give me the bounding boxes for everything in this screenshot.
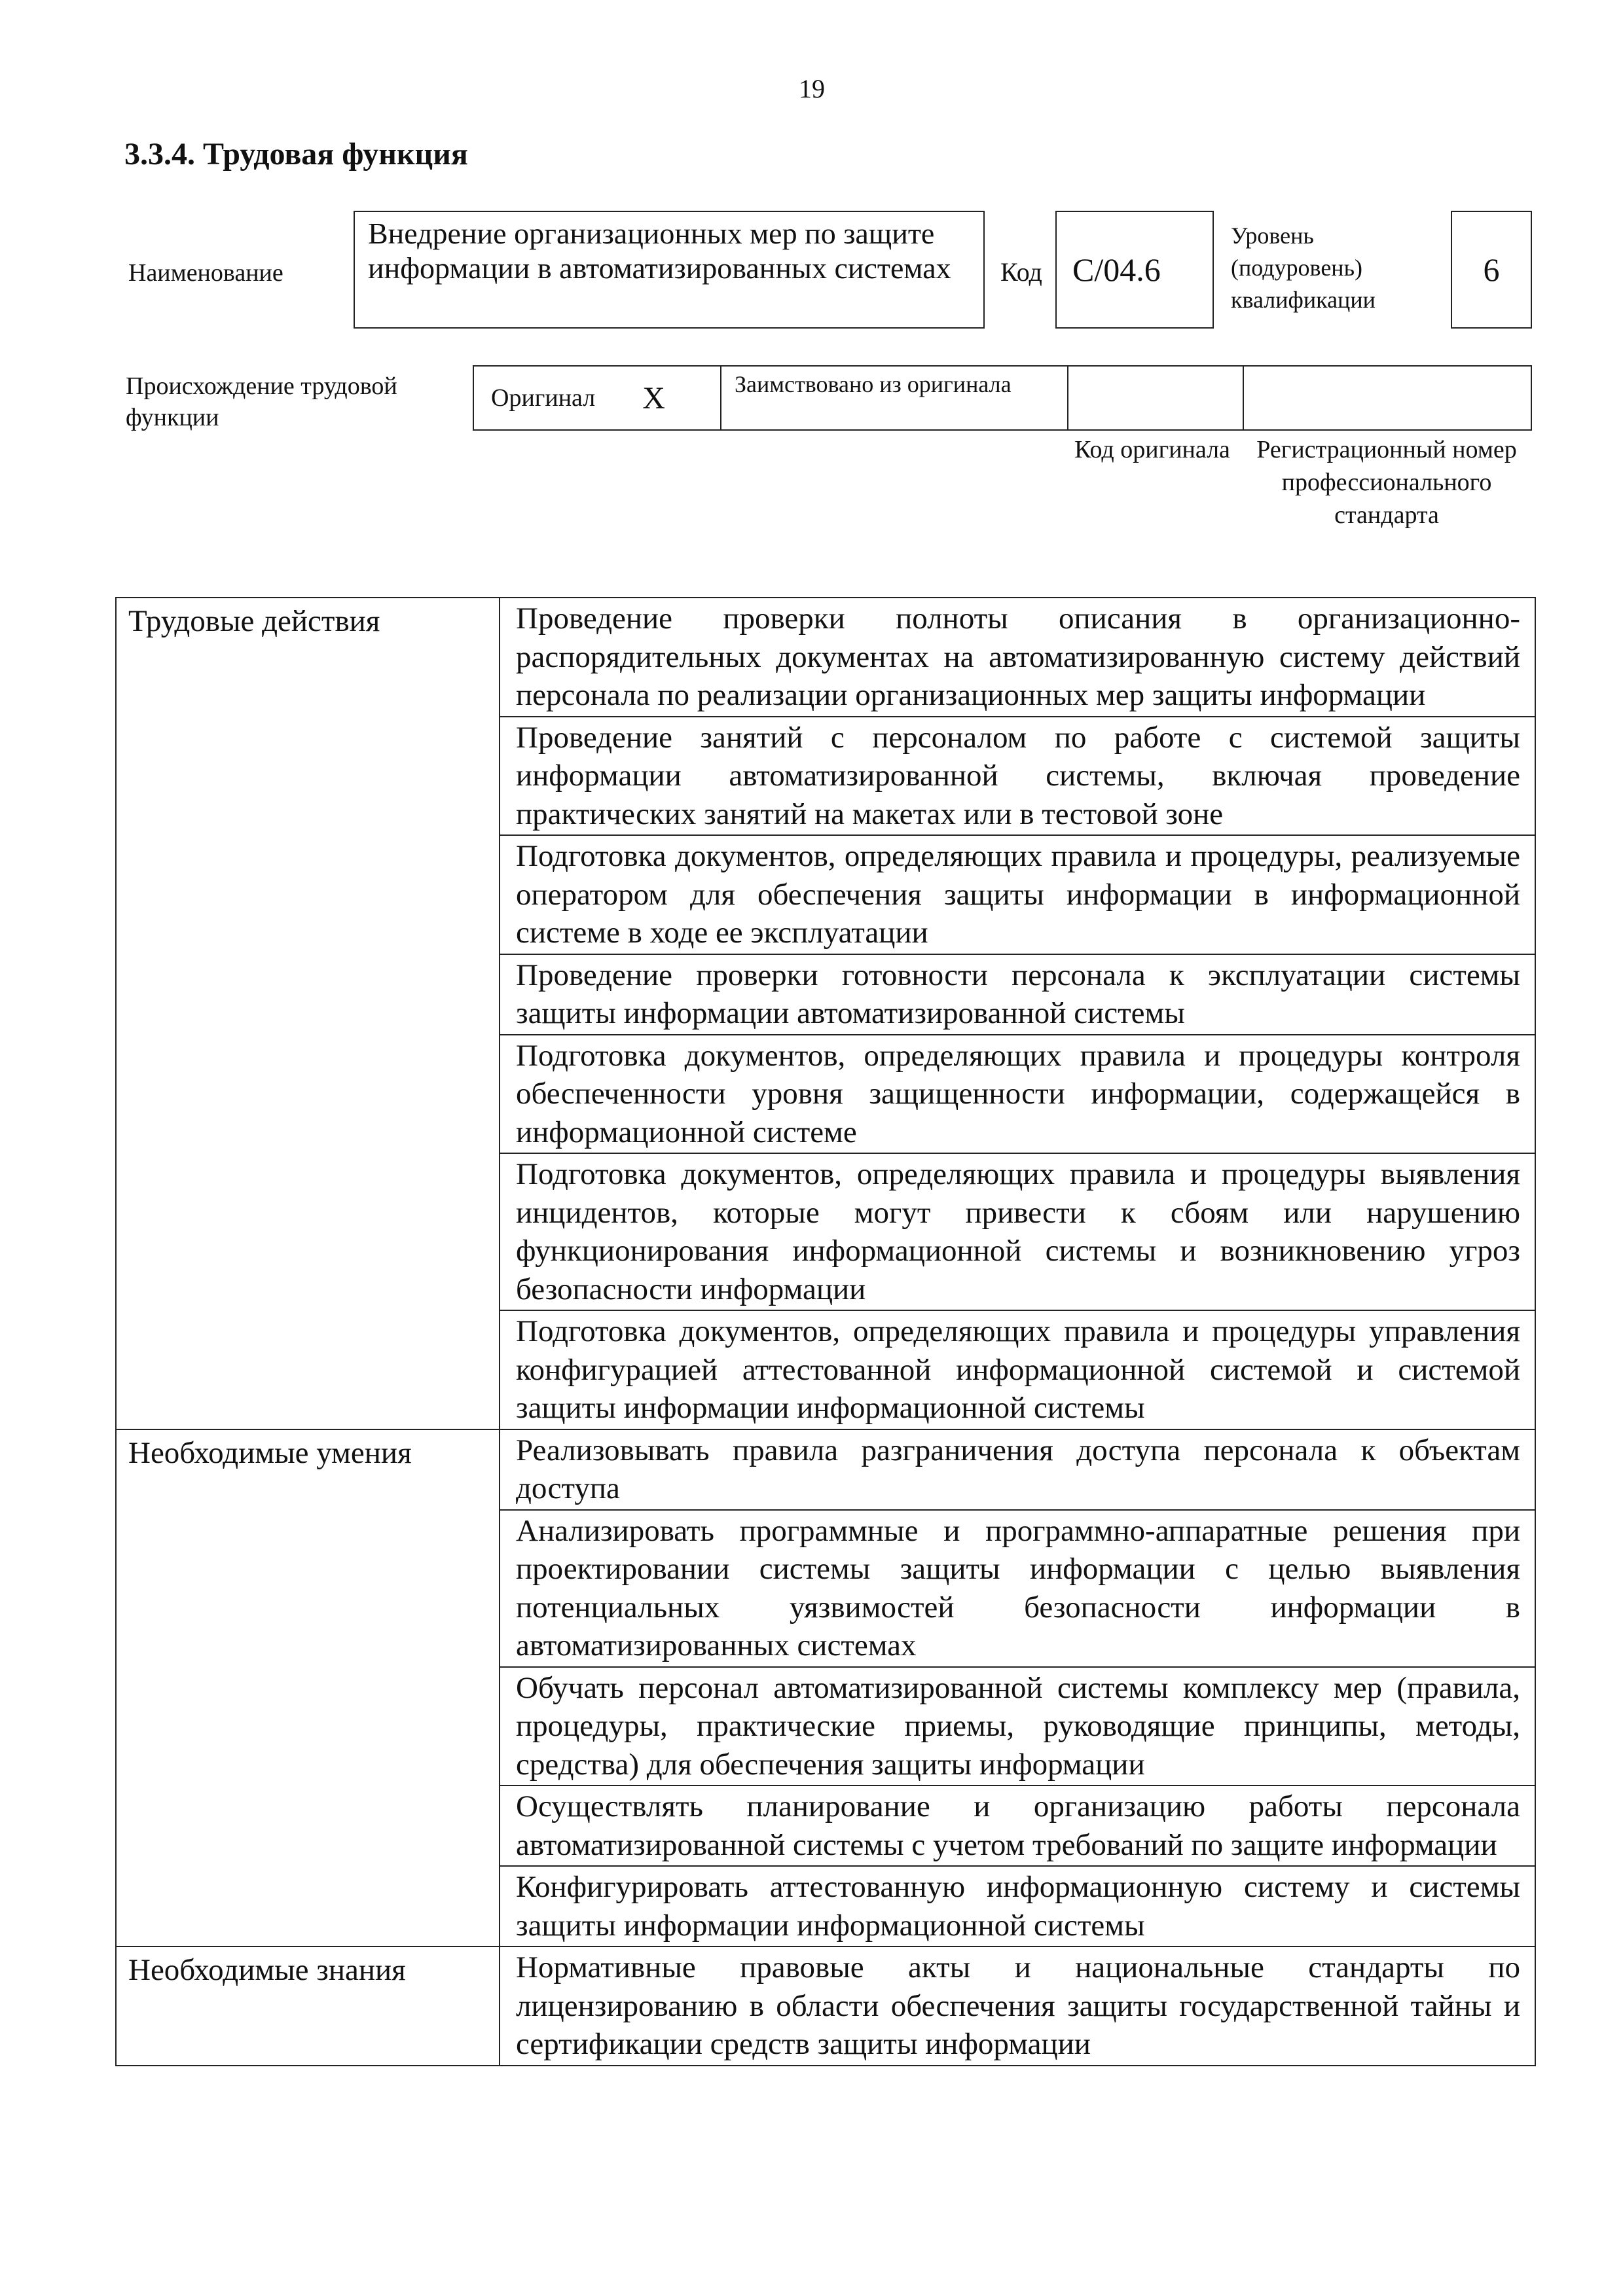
name-label: Наименование (128, 259, 283, 287)
section-item: Обучать персонал автоматизированной системы комплексу мер (правила, процедуры, практические приемы, руководящие принципы, методы, средства) для обеспечения защиты информации (500, 1667, 1535, 1786)
section-category: Необходимые умения (116, 1429, 500, 1947)
qualification-level-label: Уровень (подуровень) квалификации (1231, 223, 1376, 313)
section-item: Конфигурировать аттестованную информационную систему и системы защиты информации информационной системы (500, 1866, 1535, 1946)
code-value-box: С/04.6 (1055, 211, 1214, 329)
original-code-cell (1068, 367, 1244, 429)
original-mark: X (642, 380, 665, 416)
page-number: 19 (799, 74, 825, 103)
section-item: Реализовывать правила разграничения доступа персонала к объектам доступа (500, 1429, 1535, 1510)
section-item: Проведение проверки готовности персонала к эксплуатации системы защиты информации автоматизированной системы (500, 954, 1535, 1035)
section-item: Подготовка документов, определяющих правила и процедуры управления конфигурацией аттестованной информационной системой и системой защиты информации информационной системы (500, 1310, 1535, 1429)
labor-function-table (115, 597, 1536, 2066)
code-label: Код (1000, 257, 1042, 287)
section-item: Проведение занятий с персоналом по работе с системой защиты информации автоматизированной системы, включая проведение практических занятий на макетах или в тестовой зоне (500, 717, 1535, 836)
section-item: Проведение проверки полноты описания в организационно-распорядительных документах на автоматизированную систему действий персонала по реализации организационных мер защиты информации (500, 598, 1535, 717)
table-row (116, 1429, 1535, 1510)
original-label: Оригинал (491, 384, 596, 412)
section-title: 3.3.4. Трудовая функция (124, 137, 468, 171)
registration-number-caption: Регистрационный номер профессионального стандарта (1256, 436, 1517, 529)
origin-original-cell (474, 367, 721, 429)
function-name-box: Внедрение организационных мер по защите информации в автоматизированных системах (354, 211, 985, 329)
qualification-level-box: 6 (1451, 211, 1532, 329)
section-item: Подготовка документов, определяющих правила и процедуры выявления инцидентов, которые могут привести к сбоям или нарушению функционирования информационной системы и возникновению угроз безопасности информации (500, 1153, 1535, 1310)
table-row (116, 1946, 1535, 2066)
original-code-caption: Код оригинала (1074, 436, 1230, 463)
registration-number-cell (1244, 367, 1531, 429)
borrowed-label: Заимствовано из оригинала (721, 367, 1068, 429)
origin-label: Происхождение трудовой функции (126, 372, 397, 431)
section-item: Подготовка документов, определяющих правила и процедуры, реализуемые оператором для обеспечения защиты информации в информационной системе в ходе ее эксплуатации (500, 835, 1535, 954)
origin-table (473, 365, 1532, 431)
table-row (116, 598, 1535, 717)
section-item: Нормативные правовые акты и национальные стандарты по лицензированию в области обеспечения защиты государственной тайны и сертификации средств защиты информации (500, 1946, 1535, 2066)
section-item: Подготовка документов, определяющих правила и процедуры контроля обеспеченности уровня защищенности информации, содержащейся в информационной системе (500, 1035, 1535, 1154)
section-item: Анализировать программные и программно-аппаратные решения при проектировании системы защиты информации с целью выявления потенциальных уязвимостей безопасности информации в автоматизированных системах (500, 1510, 1535, 1667)
section-item: Осуществлять планирование и организацию работы персонала автоматизированной системы с учетом требований по защите информации (500, 1785, 1535, 1866)
section-category: Необходимые знания (116, 1946, 500, 2066)
section-category: Трудовые действия (116, 598, 500, 1429)
